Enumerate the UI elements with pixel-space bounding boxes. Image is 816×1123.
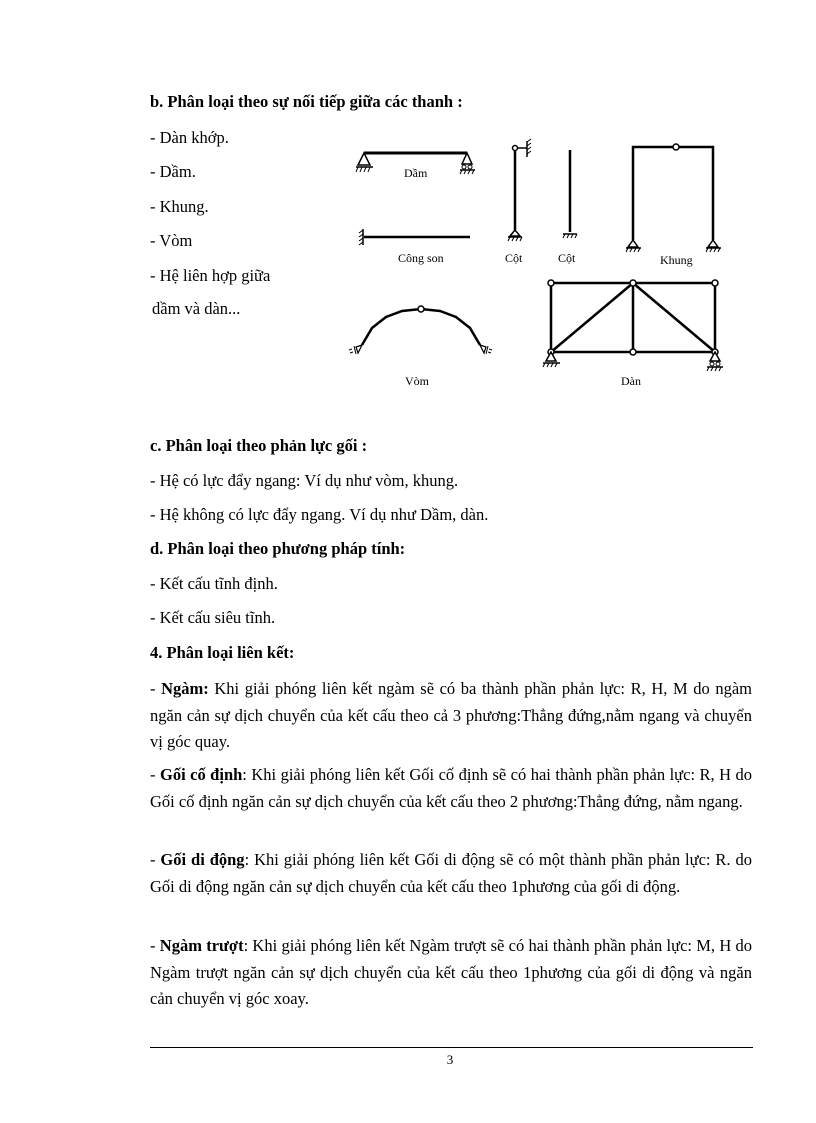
footer-rule: [150, 1047, 753, 1048]
arch-diagram: [349, 306, 492, 354]
term: Gối cố định: [159, 765, 243, 784]
arch-label: Vòm: [405, 374, 429, 388]
frame-label: Khung: [660, 253, 693, 267]
term: Gối di động: [160, 850, 245, 869]
paragraph-ngam: [150, 676, 752, 756]
section-d-heading: d. Phân loại theo phương pháp tính:: [150, 539, 406, 558]
term: Ngàm trượt: [159, 936, 244, 955]
list-item: - Dầm.: [150, 162, 196, 181]
paragraph-goi-di-dong: [150, 847, 752, 900]
column-diagram-2: [563, 150, 577, 238]
dash: -: [150, 765, 160, 784]
list-item: - Dàn khớp.: [150, 128, 229, 147]
structures-figure: [0, 0, 816, 400]
dash: -: [150, 679, 162, 698]
column-label-1: Cột: [505, 251, 523, 265]
list-item: - Khung.: [150, 197, 209, 216]
column-diagram-1: [508, 139, 531, 241]
paragraph-ngam-truot: [150, 933, 752, 1013]
frame-diagram: [626, 144, 721, 252]
truss-label: Dàn: [621, 374, 641, 388]
dash: -: [150, 850, 161, 869]
list-item: - Hệ không có lực đẩy ngang. Ví dụ như Dầm, dàn.: [150, 505, 489, 524]
column-label-2: Cột: [558, 251, 576, 265]
paragraph-text: Khi giải phóng liên kết ngàm sẽ có ba thành phần phản lực: R, H, M do ngàm ngăn cản sự dịch chuyển của kết cấu theo cả 3 phương:Thẳng đứng,nằm ngang và chuyển vị góc quay.: [150, 679, 753, 751]
list-item: - Hệ liên hợp giữa: [150, 266, 271, 285]
term: Ngàm:: [161, 679, 209, 698]
cantilever-diagram: [359, 229, 470, 245]
beam-label: Dầm: [404, 166, 428, 180]
paragraph-text: : Khi giải phóng liên kết Gối di động sẽ có một thành phần phản lực: R. do Gối di động ngăn cản sự dịch chuyển của kết cấu theo 1phương của gối di động.: [150, 850, 752, 896]
section-c-heading: c. Phân loại theo phản lực gối :: [150, 436, 368, 455]
list-item: dầm và dàn...: [152, 299, 241, 318]
paragraph-goi-co-dinh: [150, 762, 752, 815]
list-item: - Vòm: [150, 231, 193, 250]
section-b-heading: b. Phân loại theo sự nối tiếp giữa các thanh :: [150, 92, 463, 111]
paragraph-text: : Khi giải phóng liên kết Gối cố định sẽ có hai thành phần phản lực: R, H do Gối cố định ngăn cản sự dịch chuyển của kết cấu theo 2 phương:Thẳng đứng, nằm ngang.: [150, 765, 752, 811]
section-4-heading: 4. Phân loại liên kết:: [150, 643, 295, 662]
list-item: - Kết cấu tĩnh định.: [150, 574, 278, 593]
truss-diagram: [543, 280, 723, 371]
paragraph-text: : Khi giải phóng liên kết Ngàm trượt sẽ có hai thành phần phản lực: M, H do Ngàm trượt ngăn cản sự dịch chuyển của kết cấu theo 1phương của gối di động và ngăn cản chuyển vị góc xoay.: [150, 936, 753, 1008]
dash: -: [150, 936, 160, 955]
list-item: - Kết cấu siêu tĩnh.: [150, 608, 276, 627]
page-number: 3: [446, 1052, 454, 1067]
list-item: - Hệ có lực đẩy ngang: Ví dụ như vòm, khung.: [150, 471, 459, 490]
cantilever-label: Công son: [398, 251, 444, 265]
